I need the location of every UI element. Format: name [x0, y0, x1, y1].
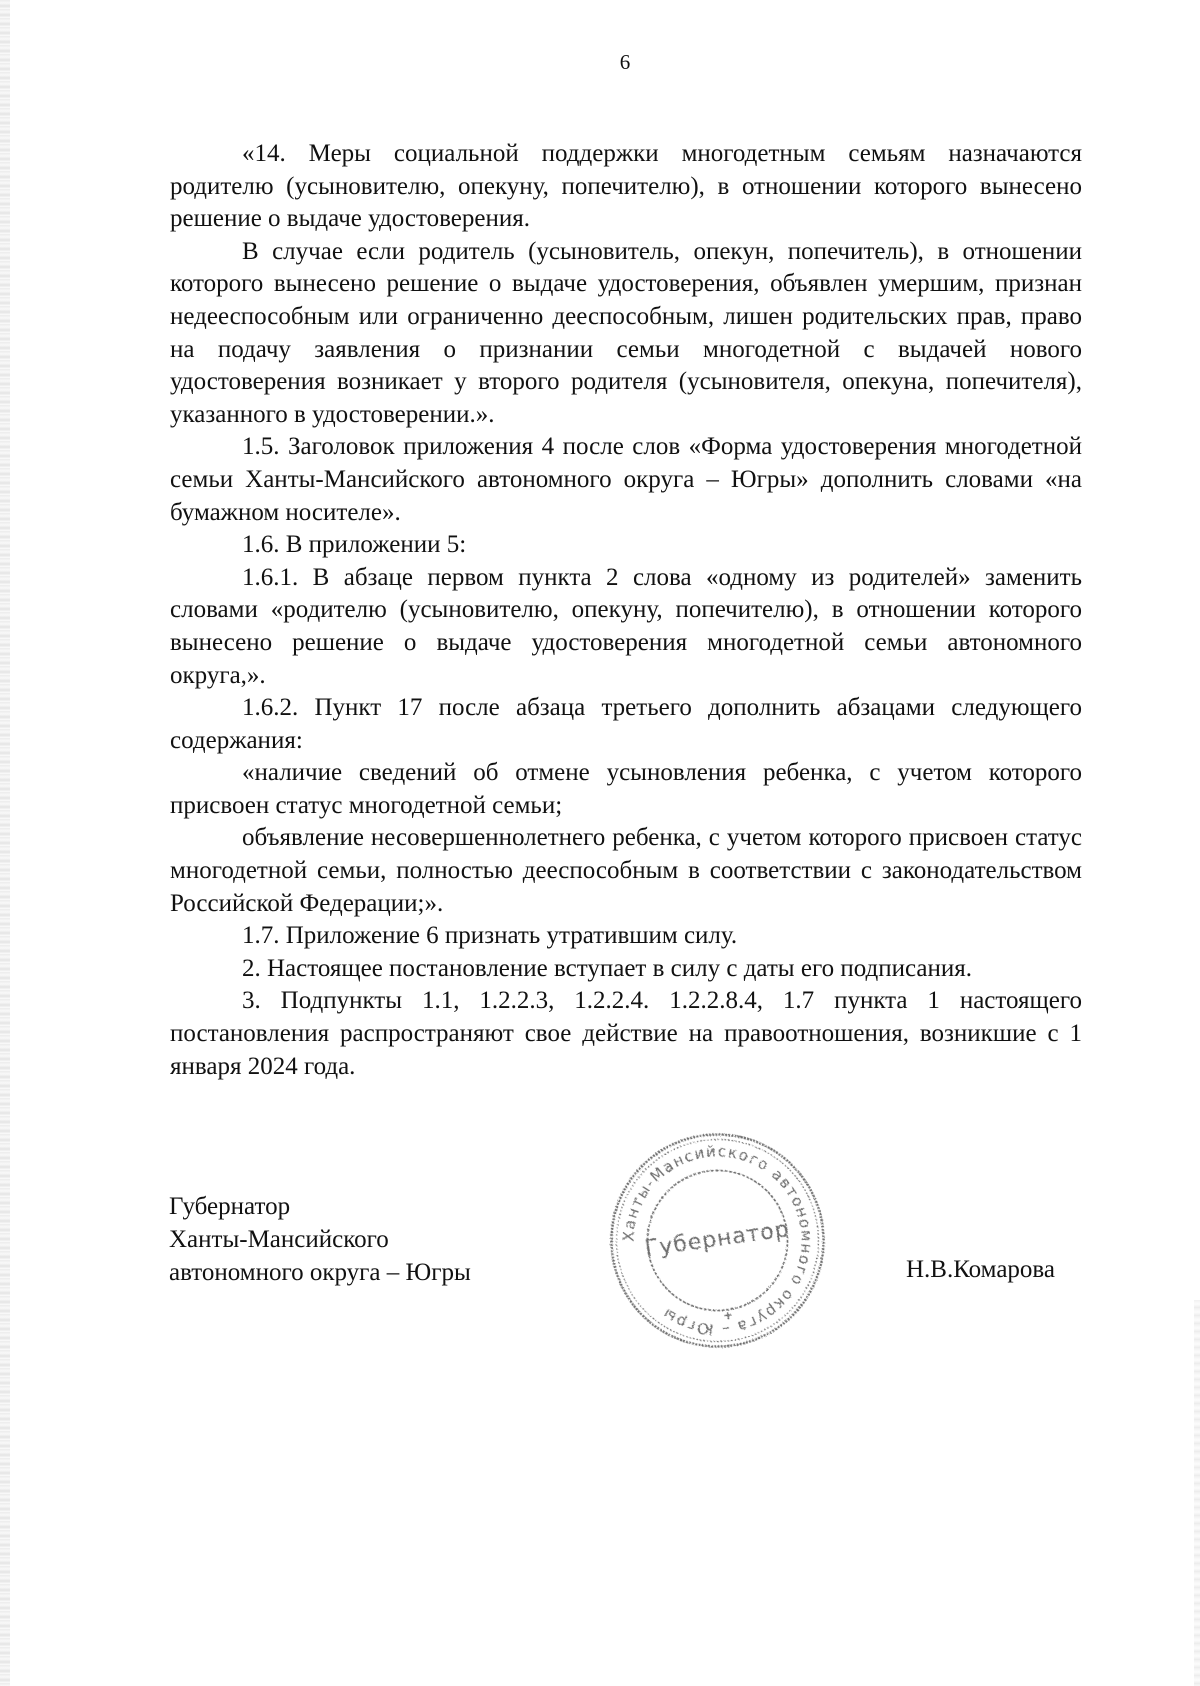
seal-small-mark [724, 1312, 732, 1320]
page-number: 6 [619, 50, 631, 74]
seal-ring-text: Ханты-Мансийского автономного округа – Югры [619, 1142, 816, 1339]
document-body [170, 138, 1082, 1083]
paragraph-2: 2. Настоящее постановление вступает в силу с даты его подписания. [242, 954, 972, 982]
paragraph-1-6: 1.6. В приложении 5: [242, 531, 467, 559]
paragraph-1-7: 1.7. Приложение 6 признать утратившим силу. [242, 922, 738, 950]
paragraph-adoption-cancel: «наличие сведений об отмене усыновления ребенка, с учетом которого присвоен статус многодетной семьи; [170, 759, 1082, 819]
seal-center-text: Губернатор [643, 1216, 792, 1263]
paragraph-1-5: 1.5. Заголовок приложения 4 после слов «Форма удостоверения многодетной семьи Ханты-Мансийского автономного округа – Югры» дополнить словами «на бумажном носителе». [170, 433, 1082, 526]
signer-name: Н.В.Комарова [906, 1256, 1055, 1283]
signature-title [169, 1190, 471, 1289]
scan-edge-left [0, 0, 10, 1686]
signature-title-line: Ханты-Мансийского [169, 1226, 389, 1253]
paragraph-1-6-1: 1.6.1. В абзаце первом пункта 2 слова «одному из родителей» заменить словами «родителю (усыновителю, опекуну, попечителю), в отношении которого вынесено решение о выдаче удостоверения многодетной семьи автономного округа,». [170, 563, 1082, 689]
signature-title-line: автономного округа – Югры [169, 1259, 471, 1286]
paragraph-1-6-2: 1.6.2. Пункт 17 после абзаца третьего дополнить абзацами следующего содержания: [170, 694, 1082, 754]
paragraph-3: 3. Подпункты 1.1, 1.2.2.3, 1.2.2.4. 1.2.2.8.4, 1.7 пункта 1 настоящего постановления распространяют свое действие на правоотношения, возникшие с 1 января 2024 года. [170, 987, 1082, 1080]
paragraph-minor-capacity: объявление несовершеннолетнего ребенка, с учетом которого присвоен статус многодетной семьи, полностью дееспособным в соответствии с законодательством Российской Федерации;». [170, 824, 1082, 917]
official-seal [605, 1128, 830, 1353]
paragraph-item-14: «14. Меры социальной поддержки многодетным семьям назначаются родителю (усыновителю, опекуну, попечителю), в отношении которого вынесено решение о выдаче удостоверения. [170, 140, 1082, 233]
signature-title-line: Губернатор [169, 1193, 291, 1220]
scan-edge-right [1194, 1300, 1200, 1686]
paragraph-deceased-parent: В случае если родитель (усыновитель, опекун, попечитель), в отношении которого вынесено решение о выдаче удостоверения, объявлен умершим, признан недееспособным или ограниченно дееспособным, лишен родительских прав, право на подачу заявления о признании семьи многодетной с выдачей нового удостоверения возникает у второго родителя (усыновителя, опекуна, попечителя), указанного в удостоверении.». [170, 237, 1082, 428]
